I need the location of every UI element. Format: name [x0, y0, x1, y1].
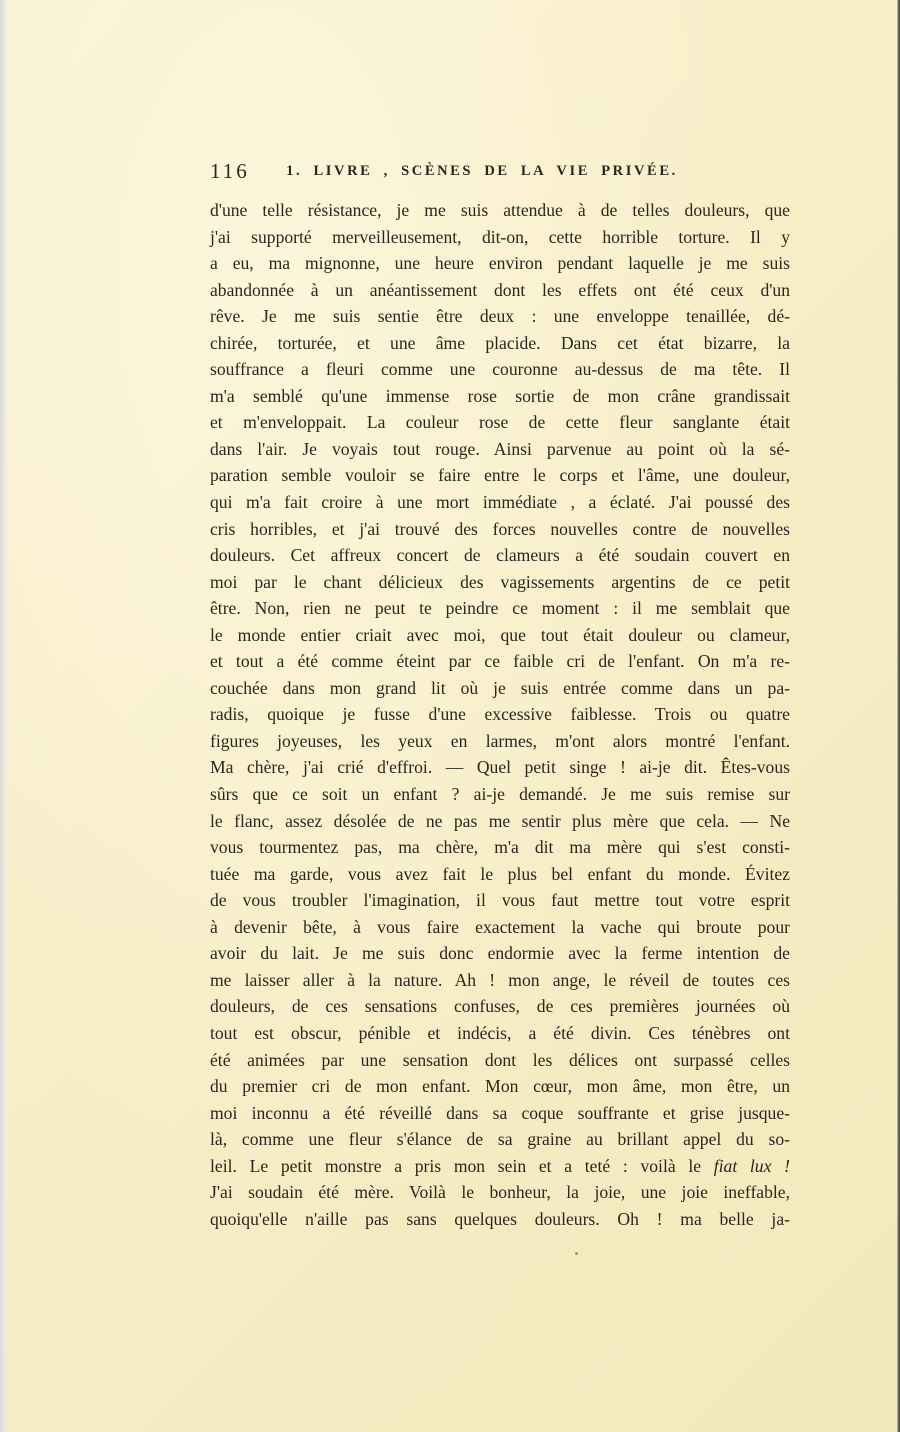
text-line: le flanc, assez désolée de ne pas me sentir plus mère que cela. — Ne: [210, 810, 790, 831]
text-line: radis, quoique je fusse d'une excessive faiblesse. Trois ou quatre: [210, 704, 790, 725]
text-line: a eu, ma mignonne, une heure environ pendant laquelle je me suis: [210, 253, 790, 274]
text-line: d'une telle résistance, je me suis attendue à de telles douleurs, que: [210, 200, 790, 220]
text-line: couchée dans mon grand lit où je suis entrée comme dans un pa-: [210, 677, 790, 698]
text-line: J'ai soudain été mère. Voilà le bonheur, la joie, une joie ineffable,: [210, 1182, 790, 1203]
text-line: à devenir bête, à vous faire exactement la vache qui broute pour: [210, 916, 790, 937]
text-line: figures joyeuses, les yeux en larmes, m'ont alors montré l'enfant.: [210, 730, 790, 751]
text-line: dans l'air. Je voyais tout rouge. Ainsi parvenue au point où la sé-: [210, 438, 790, 459]
text-line: souffrance a fleuri comme une couronne au-dessus de ma tête. Il: [210, 359, 790, 380]
text-line: et tout a été comme éteint par ce faible cri de l'enfant. On m'a re-: [210, 651, 790, 672]
text-line: là, comme une fleur s'élance de sa graine au brillant appel du so-: [210, 1129, 790, 1150]
text-line: du premier cri de mon enfant. Mon cœur, mon âme, mon être, un: [210, 1076, 790, 1097]
text-line: me laisser aller à la nature. Ah ! mon ange, le réveil de toutes ces: [210, 969, 790, 990]
text-line: leil. Le petit monstre a pris mon sein et a teté : voilà le fiat lux !: [210, 1155, 790, 1176]
text-line: sûrs que ce soit un enfant ? ai-je demandé. Je me suis remise sur: [210, 784, 790, 805]
page-number: 116: [210, 159, 250, 183]
text-block: [210, 197, 790, 1232]
text-line: de vous troubler l'imagination, il vous faut mettre tout votre esprit: [210, 890, 790, 911]
text-line: été animées par une sensation dont les délices ont surpassé celles: [210, 1049, 790, 1070]
text-line: abandonnée à un anéantissement dont les effets ont été ceux d'un: [210, 279, 790, 300]
text-line: paration semble vouloir se faire entre le corps et l'âme, une douleur,: [210, 465, 790, 486]
text-line: tuée ma garde, vous avez fait le plus bel enfant du monde. Évitez: [210, 863, 790, 884]
text-line: douleurs. Cet affreux concert de clameurs a été soudain couvert en: [210, 545, 790, 566]
ink-speck: [575, 1252, 578, 1255]
text-line: Ma chère, j'ai crié d'effroi. — Quel petit singe ! ai-je dit. Êtes-vous: [210, 757, 790, 778]
italic-phrase: fiat lux !: [713, 1155, 790, 1176]
running-header: 1. LIVRE , SCÈNES DE LA VIE PRIVÉE.: [286, 163, 678, 179]
page-header: [210, 159, 790, 189]
text-line: moi par le chant délicieux des vagissements argentins de ce petit: [210, 571, 790, 592]
text-line: le monde entier criait avec moi, que tout était douleur ou clameur,: [210, 624, 790, 645]
text-line: être. Non, rien ne peut te peindre ce moment : il me semblait que: [210, 598, 790, 619]
text-line: et m'enveloppait. La couleur rose de cette fleur sanglante était: [210, 412, 790, 433]
text-line: chirée, torturée, et une âme placide. Dans cet état bizarre, la: [210, 332, 790, 353]
text-line: tout est obscur, pénible et indécis, a été divin. Ces ténèbres ont: [210, 1022, 790, 1043]
text-line: cris horribles, et j'ai trouvé des forces nouvelles contre de nouvelles: [210, 518, 790, 539]
text-line: avoir du lait. Je me suis donc endormie avec la ferme intention de: [210, 943, 790, 964]
left-page-edge: [0, 0, 8, 1432]
text-line: quoiqu'elle n'aille pas sans quelques douleurs. Oh ! ma belle ja-: [210, 1208, 790, 1229]
text-line: moi inconnu a été réveillé dans sa coque souffrante et grise jusque-: [210, 1102, 790, 1123]
text-line: j'ai supporté merveilleusement, dit-on, cette horrible torture. Il y: [210, 226, 790, 247]
text-line: vous tourmentez pas, ma chère, m'a dit ma mère qui s'est consti-: [210, 837, 790, 858]
text-line: qui m'a fait croire à une mort immédiate , a éclaté. J'ai poussé des: [210, 492, 790, 513]
text-line: m'a semblé qu'une immense rose sortie de mon crâne grandissait: [210, 385, 790, 406]
text-line: rêve. Je me suis sentie être deux : une enveloppe tenaillée, dé-: [210, 306, 790, 327]
text-line: douleurs, de ces sensations confuses, de ces premières journées où: [210, 996, 790, 1017]
